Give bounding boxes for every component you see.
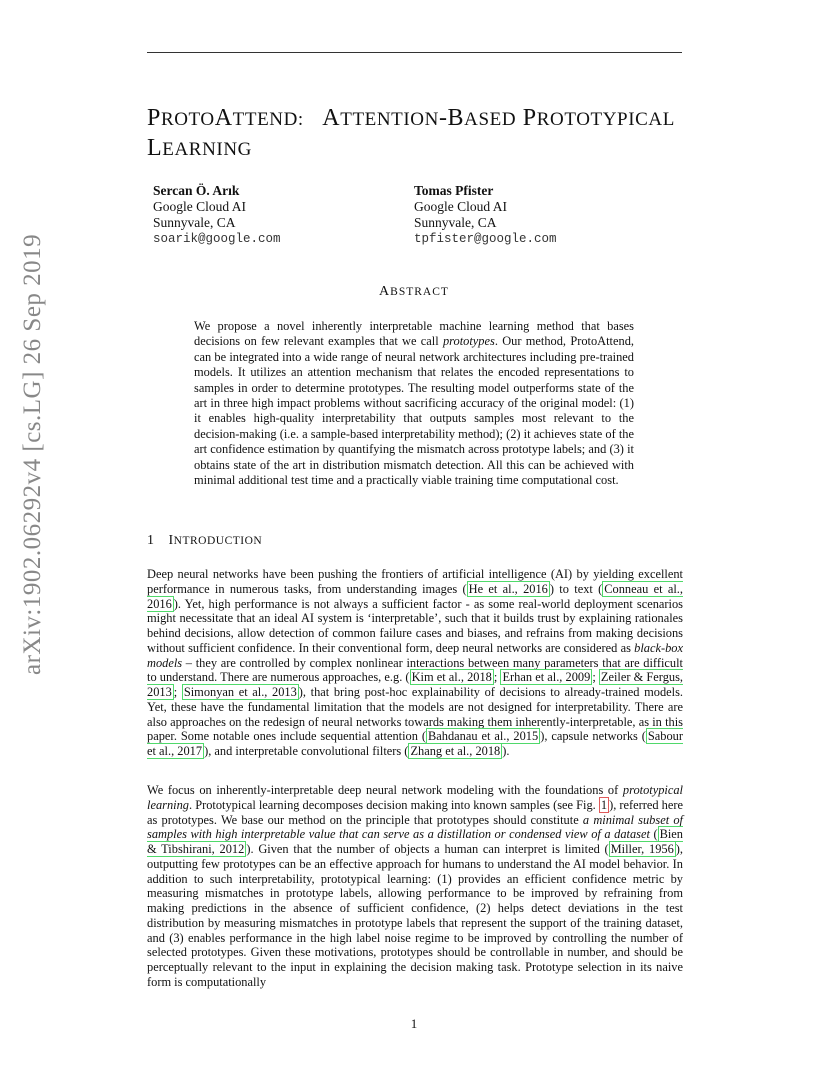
author-block-1 xyxy=(153,183,281,247)
author-name: Tomas Pfister xyxy=(414,183,494,198)
citation-link[interactable]: Bien & Tibshirani, 2012 xyxy=(147,827,683,856)
intro-paragraph-1: Deep neural networks have been pushing the frontiers of artificial intelligence (AI) by yielding excellent performance in numerous tasks, from understanding images ( He et al., 2016 ) to text ( Conneau et al., 2016 ). Yet, high performance is not always a sufficient factor - as some real-world deployment scenarios might necessitate that an ideal AI system is ‘interpretable’, such that it builds trust by explaining rationales behind decisions, allow detection of common failure cases and biases, and refrains from making decisions without sufficient confidence. In their conventional form, deep neural networks are considered as black-box models – they are controlled by complex nonlinear interactions between many parameters that are difficult to understand. There are numerous approaches, e.g. ( Kim et al., 2018 ; Erhan et al., 2009 ; Zeiler & Fergus, 2013 ; Simonyan et al., 2013 ), that bring post-hoc explainability of decisions to already-trained models. Yet, these have the fundamental limitation that the models are not designed for interpretability. There are also approaches on the redesign of neural networks towards making them inherently-interpretable, as in this paper. Some notable ones include sequential attention ( Bahdanau et al., 2015 ), capsule networks ( Sabour et al., 2017 ), and interpretable convolutional filters ( Zhang et al., 2018 ). xyxy=(147,567,684,758)
citation-link[interactable]: Zhang et al., 2018 xyxy=(410,744,501,758)
abstract-text: We propose a novel inherently interpretable machine learning method that bases decisions on few relevant examples that we call prototypes. Our method, ProtoAttend, can be integrated into a wide range of neural network architectures including pre-trained models. It utilizes an attention mechanism that relates the encoded representations to samples in order to determine prototypes. The resulting model outperforms state of the art in three high impact problems without sacrificing accuracy of the original model: (1) it enables high-quality interpretability that outputs samples most relevant to the decision-making (i.e. a sample-based interpretability method); (2) it achieves state of the art confidence estimation by quantifying the mismatch across prototype labels; and (3) it obtains state of the art in distribution mismatch detection. All this can be achieved with minimal additional test time and a practically viable training time computational cost. xyxy=(194,319,634,488)
header-rule xyxy=(147,52,682,53)
citation-link[interactable]: Miller, 1956 xyxy=(610,842,674,856)
citation-link[interactable]: Kim et al., 2018 xyxy=(411,670,492,685)
author-name: Sercan Ö. Arık xyxy=(153,183,240,198)
citation-link[interactable]: Sabour et al., 2017 xyxy=(147,729,683,758)
citation-link[interactable]: Conneau et al., 2016 xyxy=(147,581,683,611)
citation-link[interactable]: Erhan et al., 2009 xyxy=(502,670,591,685)
citation-link[interactable]: Simonyan et al., 2013 xyxy=(183,685,297,699)
author-affiliation: Google Cloud AI xyxy=(153,199,246,214)
author-email[interactable]: tpfister@google.com xyxy=(414,232,557,246)
author-email[interactable]: soarik@google.com xyxy=(153,232,281,246)
author-location: Sunnyvale, CA xyxy=(153,215,236,230)
author-location: Sunnyvale, CA xyxy=(414,215,497,230)
intro-paragraph-2: We focus on inherently-interpretable deep neural network modeling with the foundations of prototypical learning. Prototypical learning decomposes decision making into known samples (see Fig. 1 ), referred here as prototypes. We base our method on the principle that prototypes should constitute a minimal subset of samples with high interpretable value that can serve as a distillation or condensed view of a dataset ( Bien & Tibshirani, 2012 ). Given that the number of objects a human can interpret is limited ( Miller, 1956 ), outputting few prototypes can be an effective approach for humans to understand the AI model behavior. In addition to such interpretability, prototypical learning: (1) provides an efficient confidence metric by measuring mismatches in prototype labels, allowing performance to be improved by refraining from making predictions in the absence of sufficient confidence, (2) helps detect deviations in the test distribution by measuring mismatches in prototype labels that represent the support of the training dataset, and (3) enables performance in the high label noise regime to be improved by controlling the number of selected prototypes. Given these motivations, prototypes should be controllable in number, and should be perceptually relevant to the input in explaining the decision making task. Prototype selection in its naive form is computationally xyxy=(147,783,684,989)
section-heading: 1 INTRODUCTION xyxy=(147,533,263,548)
author-affiliation: Google Cloud AI xyxy=(414,199,507,214)
abstract-heading: ABSTRACT xyxy=(379,284,449,299)
paper-title: PROTOATTEND: ATTENTION-BASED PROTOTYPICAL LEARNING xyxy=(147,105,675,161)
figure-reference-link[interactable]: 1 xyxy=(600,797,608,812)
citation-link[interactable]: Bahdanau et al., 2015 xyxy=(428,729,539,744)
page-number: 1 xyxy=(410,1016,418,1031)
citation-link[interactable]: Zeiler & Fergus, 2013 xyxy=(147,670,684,699)
arxiv-identifier: arXiv:1902.06292v4 [cs.LG] 26 Sep 2019 xyxy=(19,233,46,675)
citation-link[interactable]: He et al., 2016 xyxy=(468,581,548,596)
author-block-2 xyxy=(414,183,557,247)
